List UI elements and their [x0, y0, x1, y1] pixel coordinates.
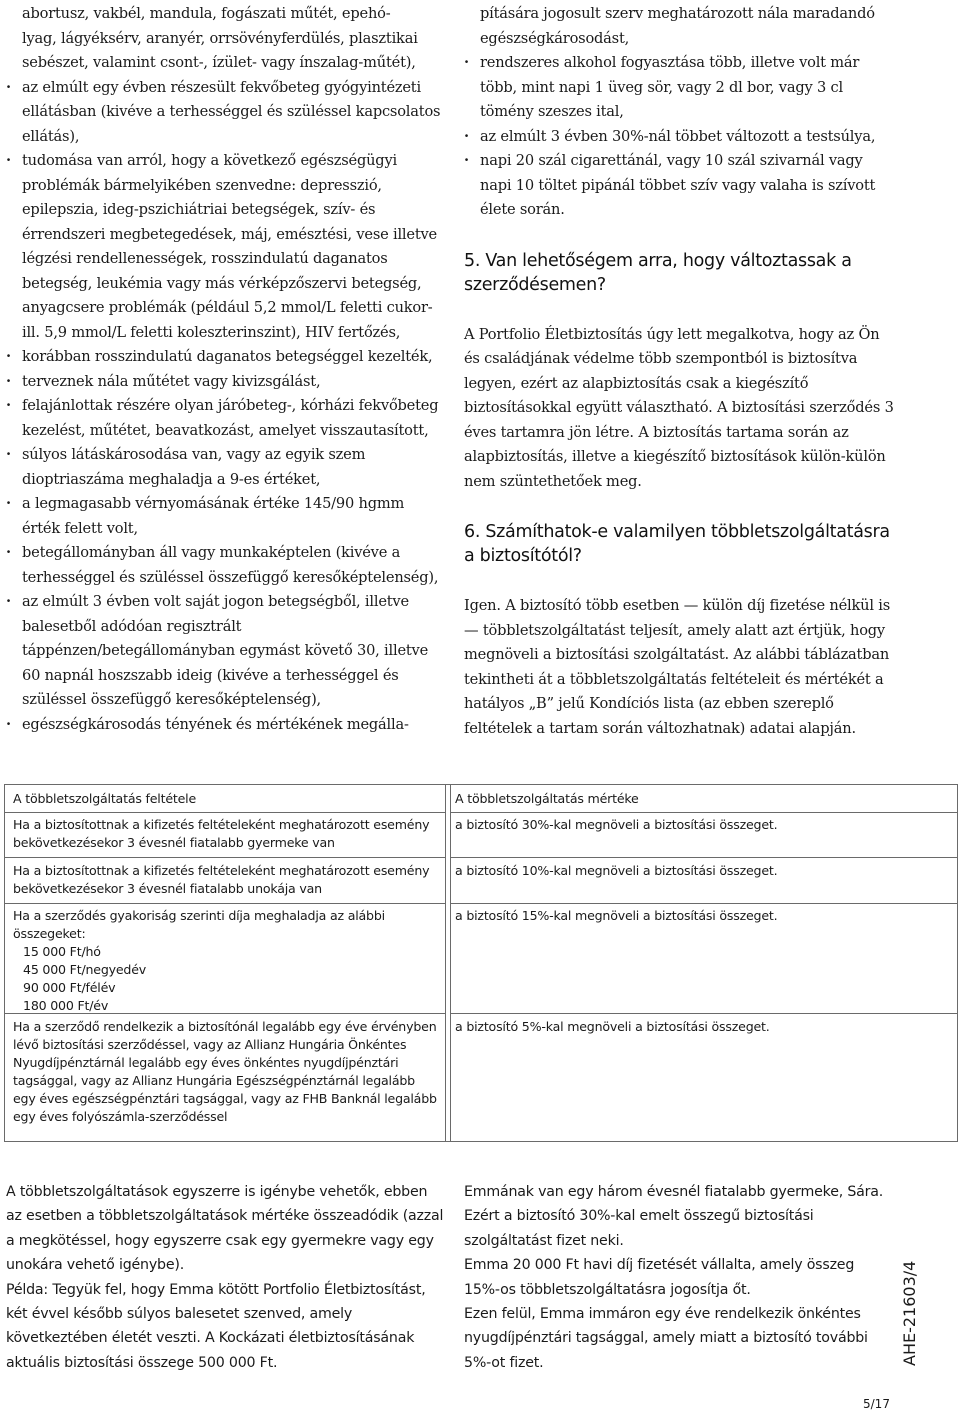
table-divider: [5, 903, 445, 904]
table-column-divider: [445, 785, 451, 1141]
table-divider: [450, 903, 957, 904]
list-item: · betegállományban áll vagy munkaképtelen (kivéve a terhességgel és szüléssel összefüggő keresőképtelenség),: [6, 541, 446, 590]
exclusion-list: [6, 76, 446, 738]
right-column: [464, 2, 896, 741]
table-row-condition: Ha a biztosítottnak a kifizetés feltételeként meghatározott esemény bekövetkezésekor 3 évesnél fiatalabb unokája van: [13, 863, 430, 896]
table-divider: [5, 1013, 445, 1014]
table-row-condition: Ha a szerződő rendelkezik a biztosítónál legalább egy éve érvényben lévő biztosítási szerződéssel, vagy az Allianz Hungária Önkéntes Nyugdíjpénztárnál legalább egy éves önkéntes nyugdíjpénztári tagsággal, vagy az Allianz Hungária Egészségpénztárnál legalább egy éves egészségpénztári tagsággal, vagy az FHB Banknál legalább egy éves folyószámla-szerződéssel: [13, 1019, 437, 1124]
question-6-heading: 6. Számíthatok-e valamilyen többletszolgáltatásra a biztosítótól?: [464, 522, 890, 566]
list-item: · korábban rosszindulatú daganatos betegséggel kezelték,: [6, 345, 446, 370]
continuation-text: pítására jogosult szerv meghatározott nála maradandó egészségkárosodást,: [480, 5, 875, 47]
page-number: 5/17: [863, 1397, 890, 1411]
table-divider: [450, 1013, 957, 1014]
example-label: Példa:: [6, 1281, 48, 1298]
exclusion-list: [464, 51, 896, 223]
continuation-text: abortusz, vakbél, mandula, fogászati műtét, epehó-: [22, 5, 391, 22]
list-item: · az elmúlt 3 évben volt saját jogon betegségből, illetve balesetből adódóan regisztrált táppénzen/betegállományban egymást követő 30, illetve 60 napnál hoszszabb ideig (kivéve a terhességgel és szüléssel összefüggő keresőképtelenség),: [6, 590, 446, 713]
table-row-condition: [13, 907, 437, 1015]
bottom-left-text: [6, 1180, 446, 1375]
table-divider: [450, 812, 957, 813]
left-column: [6, 2, 446, 737]
table-row-benefit: a biztosító 15%-kal megnöveli a biztosítási összeget.: [455, 908, 778, 923]
question-5-heading: 5. Van lehetőségem arra, hogy változtassak a szerződésemen?: [464, 250, 852, 295]
bottom-right-text: [464, 1180, 894, 1375]
table-divider: [450, 857, 957, 858]
table-header-benefit: A többletszolgáltatás mértéke: [455, 791, 639, 806]
premium-threshold: 15 000 Ft/hó: [23, 944, 101, 959]
list-item: · rendszeres alkohol fogyasztása több, illetve volt már több, mint napi 1 üveg sör, vagy 2 dl bor, vagy 3 cl tömény szeszes ital,: [464, 51, 896, 125]
list-item: · terveznek nála műtétet vagy kivizsgálást,: [6, 370, 446, 395]
example-text: Tegyük fel, hogy Emma kötött Portfolio Életbiztosítást, két évvel később súlyos balesetet szenved, amely következtében életét veszti. A Kockázati életbiztosításának aktuális biztosítási összege 500 000 Ft.: [6, 1281, 426, 1371]
list-item: · az elmúlt 3 évben 30%-nál többet változott a testsúlya,: [464, 125, 896, 150]
list-item: · napi 20 szál cigarettánál, vagy 10 szál szivarnál vagy napi 10 töltet pipánál többet szív vagy valaha is szívott élete során.: [464, 149, 896, 223]
example-continuation: Emma 20 000 Ft havi díj fizetését vállalta, amely összeg 15%-os többletszolgáltatásra jogosítja őt.: [464, 1257, 855, 1298]
combination-note: A többletszolgáltatások egyszerre is igénybe vehetők, ebben az esetben a többletszolgáltatások mértéke összeadódik (azzal a megkötéssel, hogy egyszerre csak egy gyermekre vagy egy unokára vehető igénybe).: [6, 1184, 444, 1274]
example-continuation: Ezen felül, Emma immáron egy éve rendelkezik önkéntes nyugdíjpénztári tagsággal, amely miatt a biztosító további 5%-ot fizet.: [464, 1306, 868, 1371]
table-row-benefit: a biztosító 5%-kal megnöveli a biztosítási összeget.: [455, 1019, 770, 1034]
list-item: · a legmagasabb vérnyomásának értéke 145/90 hgmm érték felett volt,: [6, 492, 446, 541]
premium-threshold: 45 000 Ft/negyedév: [23, 962, 147, 977]
table-row-benefit: a biztosító 30%-kal megnöveli a biztosítási összeget.: [455, 817, 778, 832]
table-row-condition: Ha a biztosítottnak a kifizetés feltételeként meghatározott esemény bekövetkezésekor 3 évesnél fiatalabb gyermeke van: [13, 817, 430, 850]
table-divider: [5, 812, 445, 813]
list-item: · súlyos látáskárosodása van, vagy az egyik szem dioptriaszáma meghaladja a 9-es értéket,: [6, 443, 446, 492]
benefit-table: [4, 784, 958, 1142]
question-5-answer: A Portfolio Életbiztosítás úgy lett megalkotva, hogy az Ön és családjának védelme több szempontból is biztosítva legyen, ezért az alapbiztosítás csak a kiegészítő biztosításokkal együtt választható. A biztosítási szerződés 3 éves tartamra jön létre. A biztosítás tartama során az alapbiztosítás, illetve a kiegészítő biztosítások külön-külön nem szüntethetőek meg.: [464, 325, 894, 490]
table-row-benefit: a biztosító 10%-kal megnöveli a biztosítási összeget.: [455, 863, 778, 878]
document-code: AHE-21603/4: [900, 1260, 919, 1366]
table-header-condition: A többletszolgáltatás feltétele: [13, 791, 196, 806]
condition-text: Ha a szerződés gyakoriság szerinti díja meghaladja az alábbi összegeket:: [13, 908, 385, 941]
example-continuation: Emmának van egy három évesnél fiatalabb gyermeke, Sára. Ezért a biztosító 30%-kal emelt összegű biztosítási szolgáltatást fizet neki.: [464, 1184, 884, 1249]
question-6-answer: Igen. A biztosító több esetben — külön díj fizetése nélkül is — többletszolgáltatást teljesít, amely alatt azt értjük, hogy megnöveli a biztosítási szolgáltatást. Az alábbi táblázatban tekintheti át a többletszolgáltatás feltételeit és mértékét a hatályos „B” jelű Kondíciós lista (az ebben szereplő feltételek a tartam során változhatnak) adatai alapján.: [464, 597, 891, 737]
table-divider: [5, 857, 445, 858]
list-item: · felajánlottak részére olyan járóbeteg-, kórházi fekvőbeteg kezelést, műtétet, beavatkozást, amelyet visszautasított,: [6, 394, 446, 443]
list-item: · tudomása van arról, hogy a következő egészségügyi problémák bármelyikében szenvedne: depresszió, epilepszia, ideg-pszichiátriai betegségek, szív- és érrendszeri megbetegedések, máj, emésztési, vese illetve légzési rendellenességek, rosszindulatú daganatos betegség, leukémia vagy más vérképzőszervi betegség, anyagcsere problémák (például 5,2 mmol/L feletti cukor- ill. 5,9 mmol/L feletti koleszterinszint), HIV fertőzés,: [6, 149, 446, 345]
list-item: · az elmúlt egy évben részesült fekvőbeteg gyógyintézeti ellátásban (kivéve a terhességgel és szüléssel kapcsolatos ellátás),: [6, 76, 446, 150]
continuation-text: lyag, lágyéksérv, aranyér, orrsövényferdülés, plasztikai sebészet, valamint csont-, ízület- vagy ínszalag-műtét),: [22, 29, 418, 71]
premium-threshold: 90 000 Ft/félév: [23, 980, 116, 995]
premium-threshold: 180 000 Ft/év: [23, 998, 109, 1013]
list-item: · egészségkárosodás tényének és mértékének megálla-: [6, 713, 446, 738]
example-paragraph: [6, 1278, 446, 1376]
